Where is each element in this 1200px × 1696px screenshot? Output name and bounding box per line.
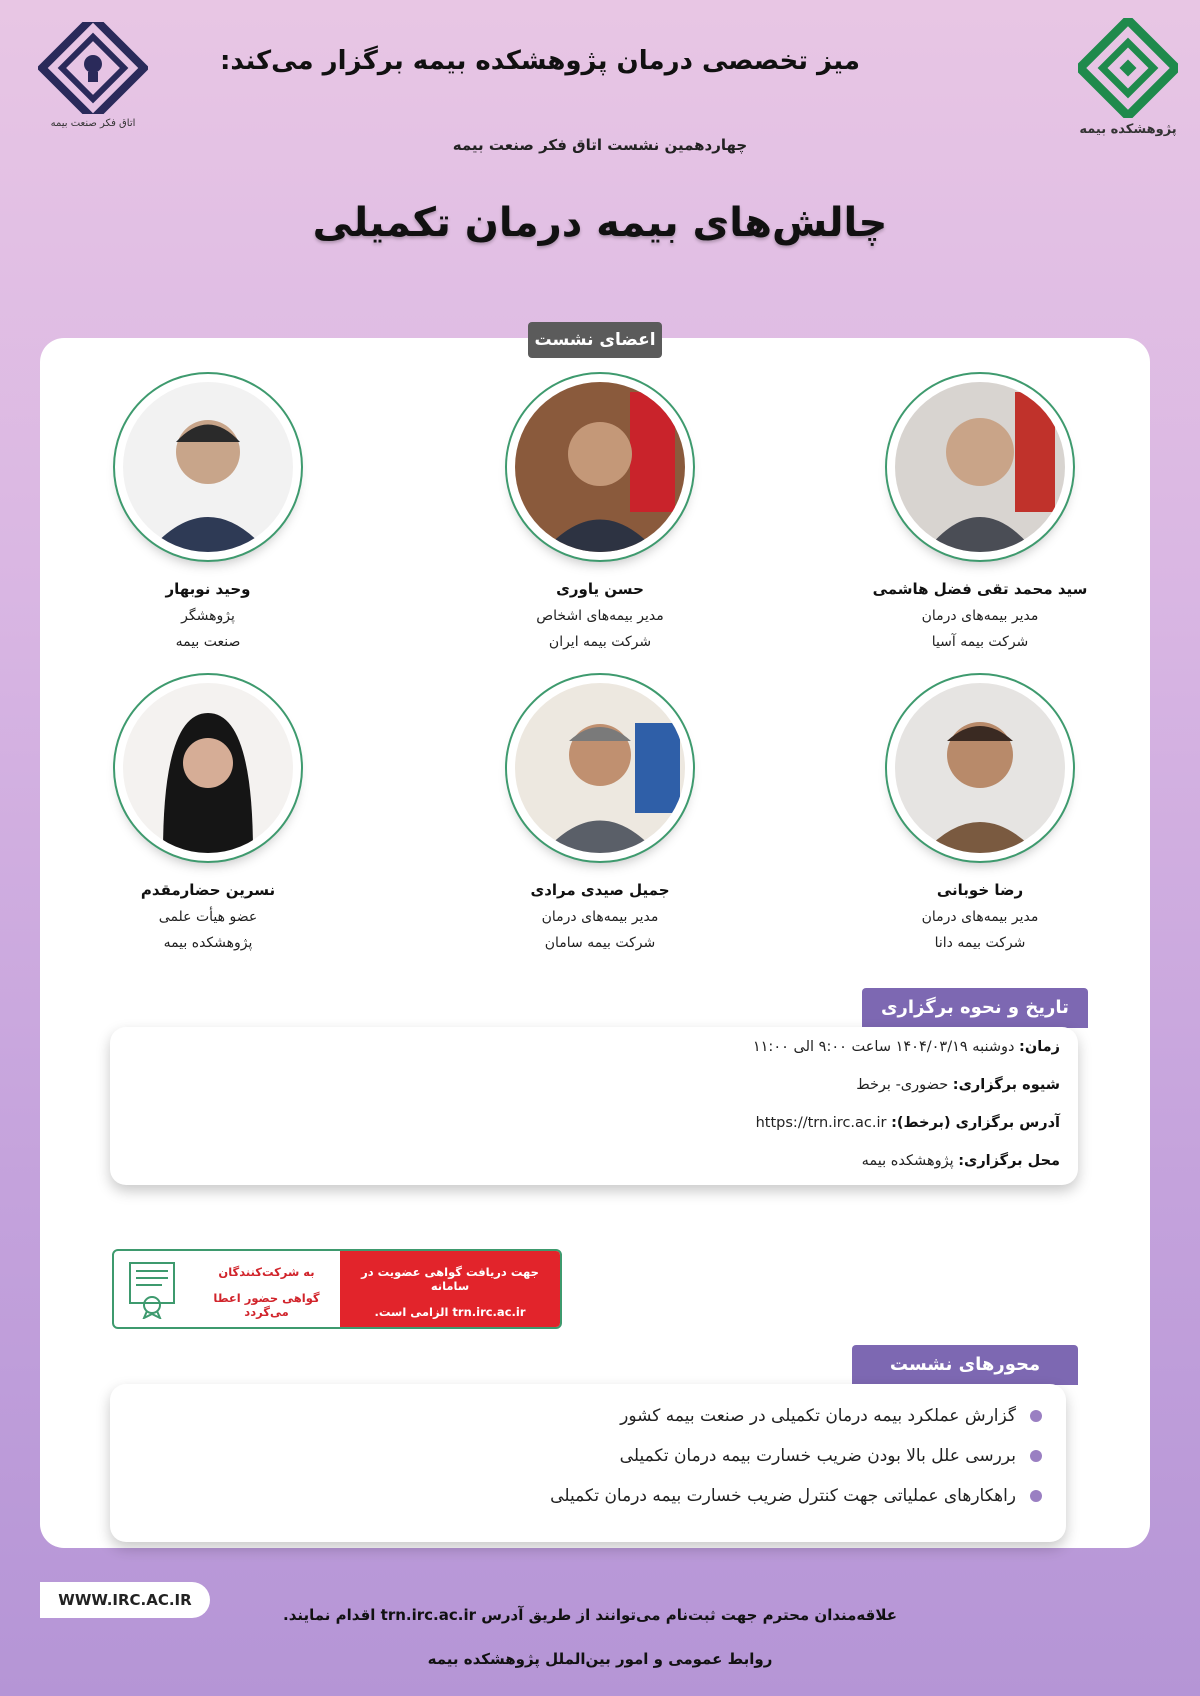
member-name: وحید نوبهار [165,580,251,598]
member-card [830,372,1130,650]
info-value: پژوهشکده بیمه [861,1153,954,1169]
member-role: عضو هیأت علمی [158,909,258,925]
certificate-requirement [340,1251,560,1327]
bullet-icon [1030,1410,1042,1422]
member-org: شرکت بیمه دانا [934,935,1026,951]
bullet-icon [1030,1490,1042,1502]
think-tank-logo-caption: اتاق فکر صنعت بیمه [50,118,136,129]
member-org: شرکت بیمه سامان [544,935,656,951]
green-diamond-icon [1078,18,1178,118]
member-org: شرکت بیمه آسیا [931,634,1029,650]
schedule-tab: تاریخ و نحوه برگزاری [862,988,1088,1028]
info-label: شیوه برگزاری: [952,1077,1060,1093]
page-title: چالش‌های بیمه درمان تکمیلی [312,200,888,246]
topic-item [550,1486,1042,1506]
insurance-research-logo [1078,18,1178,158]
topic-text: گزارش عملکرد بیمه درمان تکمیلی در صنعت بیمه کشور [620,1406,1016,1426]
topic-text: بررسی علل بالا بودن ضریب خسارت بیمه درمان تکمیلی [619,1446,1016,1466]
info-label: آدرس برگزاری (برخط): [891,1115,1060,1131]
member-name: رضا خوبانی [936,881,1024,899]
person-photo-icon [123,683,293,853]
member-org: شرکت بیمه ایران [548,634,652,650]
member-role: مدیر بیمه‌های اشخاص [536,608,664,624]
avatar [885,673,1075,863]
person-photo-icon [515,382,685,552]
certificate-note [194,1251,339,1327]
member-card [58,372,358,650]
member-role: مدیر بیمه‌های درمان [921,909,1039,925]
schedule-box [110,1027,1078,1185]
person-photo-icon [123,382,293,552]
person-photo-icon [515,683,685,853]
subtitle: چهاردهمین نشست اتاق فکر صنعت بیمه [452,136,748,154]
topics-box [110,1384,1066,1542]
avatar [885,372,1075,562]
member-org: صنعت بیمه [175,634,241,650]
members-tab: اعضای نشست [528,322,662,358]
website-link[interactable]: WWW.IRC.AC.IR [40,1582,210,1618]
info-mode [856,1077,1060,1093]
member-name: حسن یاوری [556,580,644,598]
avatar [113,372,303,562]
info-value: دوشنبه ۱۴۰۴/۰۳/۱۹ ساعت ۹:۰۰ الی ۱۱:۰۰ [752,1039,1015,1055]
member-name: نسرین حضارمقدم [140,881,276,899]
member-card [58,673,358,951]
topic-item [620,1446,1042,1466]
insurance-research-logo-caption: پژوهشکده بیمه [1079,122,1177,137]
info-online-address [756,1115,1060,1131]
avatar [505,673,695,863]
info-time [753,1039,1060,1055]
diamond-lamp-icon [38,22,148,114]
certificate-white-line: به شرکت‌کنندگان [218,1265,315,1279]
certificate-white-line: گواهی حضور اعطا می‌گردد [213,1291,320,1319]
certificate-banner [112,1249,562,1329]
info-value: حضوری- برخط [856,1077,949,1093]
certificate-red-line: trn.irc.ac.ir الزامی است. [374,1305,526,1319]
topics-tab: محورهای نشست [852,1345,1078,1385]
info-label: محل برگزاری: [958,1153,1060,1169]
info-location [862,1153,1060,1169]
info-label: زمان: [1019,1039,1060,1055]
person-photo-icon [895,382,1065,552]
member-card [450,673,750,951]
avatar [113,673,303,863]
public-relations-credit: روابط عمومی و امور بین‌الملل پژوهشکده بیمه [427,1650,773,1668]
topic-item [620,1406,1042,1426]
member-card [450,372,750,650]
member-role: پژوهشگر [181,608,235,624]
avatar [505,372,695,562]
member-name: سید محمد تقی فضل هاشمی [872,580,1088,598]
member-name: جمیل صیدی مرادی [530,881,670,899]
info-link[interactable]: https://trn.irc.ac.ir [755,1115,887,1131]
registration-note: علاقه‌مندان محترم جهت ثبت‌نام می‌توانند از طریق آدرس trn.irc.ac.ir اقدام نمایند. [283,1606,897,1624]
topic-text: راهکارهای عملیاتی جهت کنترل ضریب خسارت بیمه درمان تکمیلی [550,1486,1016,1506]
headline: میز تخصصی درمان پژوهشکده بیمه برگزار می‌کند: [220,46,860,76]
member-org: پژوهشکده بیمه [163,935,253,951]
person-photo-icon [895,683,1065,853]
bullet-icon [1030,1450,1042,1462]
think-tank-logo [38,22,148,132]
certificate-red-line: جهت دریافت گواهی عضویت در سامانه [361,1265,539,1293]
member-role: مدیر بیمه‌های درمان [921,608,1039,624]
member-role: مدیر بیمه‌های درمان [541,909,659,925]
certificate-icon [122,1259,182,1319]
member-card [830,673,1130,951]
